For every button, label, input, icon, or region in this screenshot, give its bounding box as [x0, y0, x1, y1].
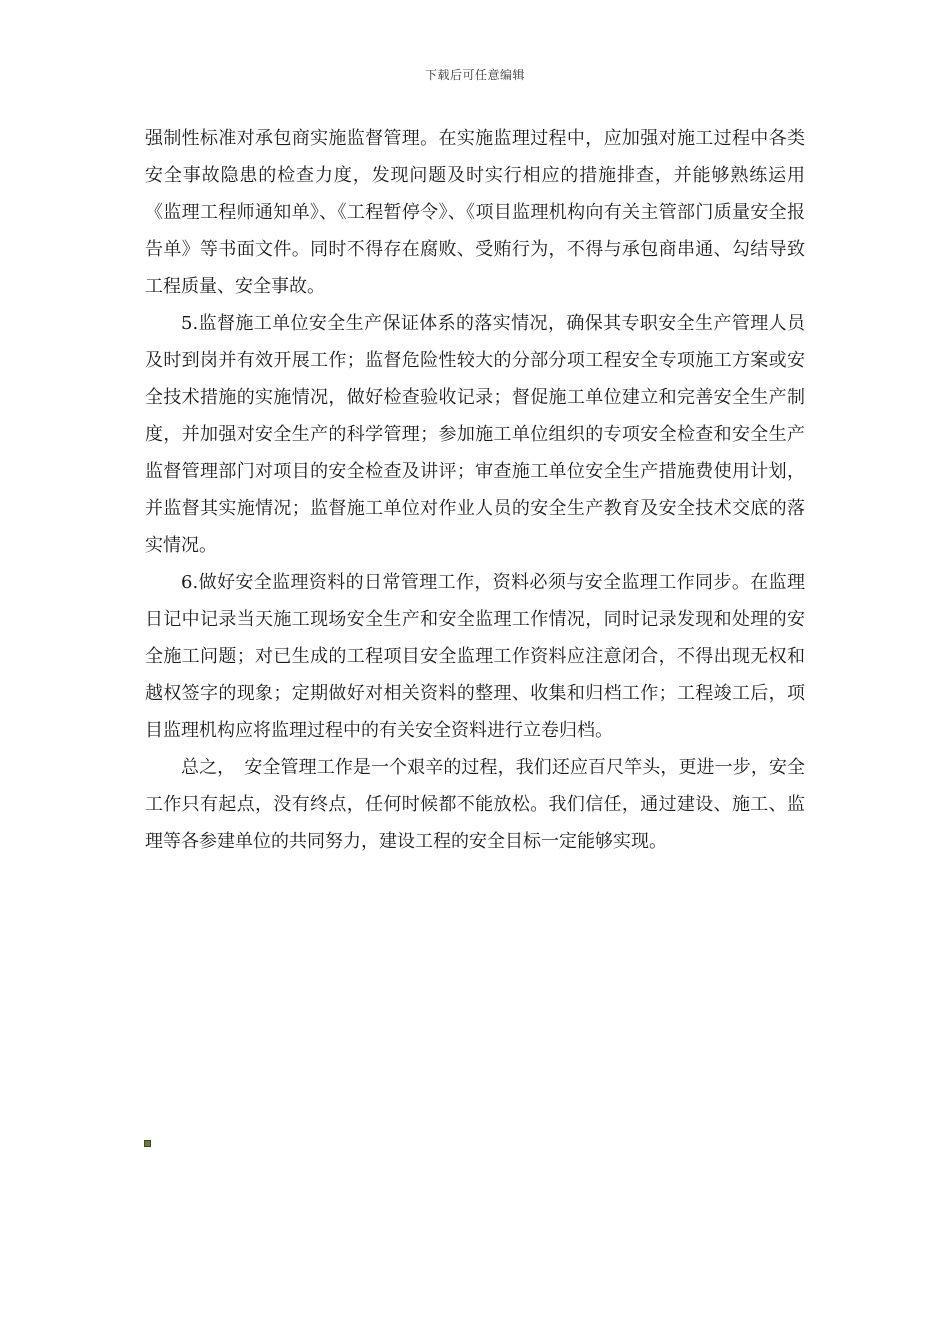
paragraph-item-5: 5.监督施工单位安全生产保证体系的落实情况，确保其专职安全生产管理人员及时到岗并有效开展工作；监督危险性较大的分部分项工程安全专项施工方案或安全技术措施的实施情况，做好检查验收记录；督促施工单位建立和完善安全生产制度，并加强对安全生产的科学管理；参加施工单位组织的专项安全检查和安全生产监督管理部门对项目的安全检查及讲评；审查施工单位安全生产措施费使用计划，并监督其实施情况；监督施工单位对作业人员的安全生产教育及安全技术交底的落实情况。	[145, 313, 805, 556]
paragraph-continued: 强制性标准对承包商实施监督管理。在实施监理过程中，应加强对施工过程中各类安全事故隐患的检查力度，发现问题及时实行相应的措施排查，并能够熟练运用《监理工程师通知单》、《工程暂停令》、《项目监理机构向有关主管部门质量安全报告单》等书面文件。同时不得存在腐败、受贿行为，不得与承包商串通、勾结导致工程质量、安全事故。	[145, 128, 805, 297]
page-header: 下载后可任意编辑	[424, 68, 525, 82]
footer-mark-icon	[144, 1140, 151, 1147]
paragraph-conclusion: 总之， 安全管理工作是一个艰辛的过程，我们还应百尺竿头，更进一步，安全工作只有起点，没有终点，任何时候都不能放松。我们信任，通过建设、施工、监理等各参建单位的共同努力，建设工程的安全目标一定能够实现。	[145, 757, 805, 852]
document-body	[145, 120, 805, 860]
paragraph-item-6: 6.做好安全监理资料的日常管理工作，资料必须与安全监理工作同步。在监理日记中记录当天施工现场安全生产和安全监理工作情况，同时记录发现和处理的安全施工问题；对已生成的工程项目安全监理工作资料应注意闭合，不得出现无权和越权签字的现象；定期做好对相关资料的整理、收集和归档工作；工程竣工后，项目监理机构应将监理过程中的有关安全资料进行立卷归档。	[145, 572, 805, 741]
